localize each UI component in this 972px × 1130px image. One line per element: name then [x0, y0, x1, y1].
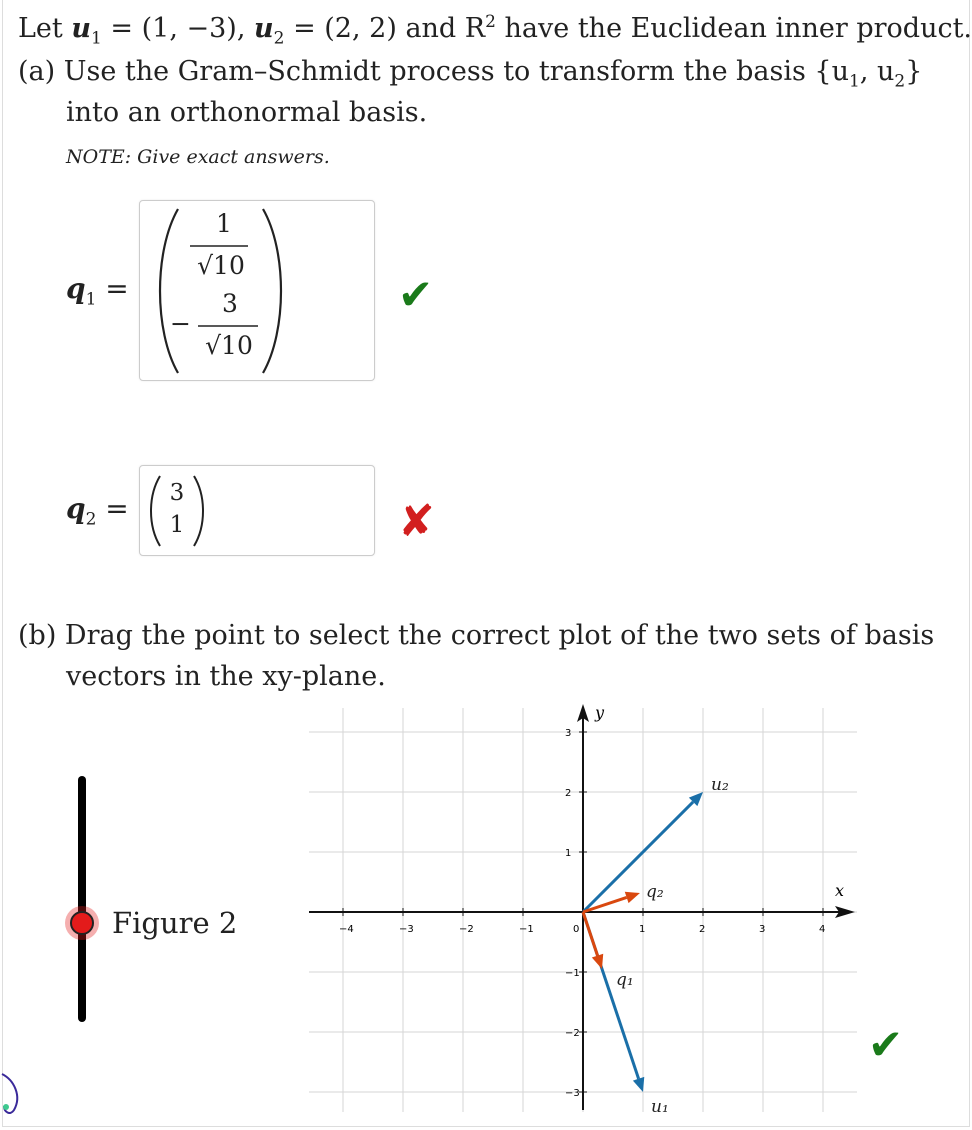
vector-q1 — [583, 912, 598, 956]
u2-definition: = (2, 2) and R — [293, 13, 486, 44]
intro-text: Let — [18, 13, 72, 44]
vector-u1-label: u₁ — [651, 1097, 669, 1117]
q2-bottom: 1 — [169, 512, 185, 538]
part-a-line2: into an orthonormal basis. — [66, 97, 428, 128]
plot-correct-check-icon: ✔ — [868, 1020, 904, 1069]
q2-label: $q_2$ = — [66, 492, 129, 530]
q2-incorrect-cross-icon: ✘ — [398, 496, 435, 547]
y-tick-label: −1 — [565, 968, 580, 979]
q1-num2: 3 — [222, 289, 238, 318]
q1-answer-box[interactable] — [139, 200, 375, 381]
figure-label: Figure 2 — [112, 906, 238, 940]
part-b-line2: vectors in the xy-plane. — [66, 661, 386, 692]
q1-den2: √10 — [205, 331, 253, 360]
x-tick-label: −1 — [519, 924, 534, 935]
intro-line: Let $u_1 = (1$, −3), $u_2 = (2$, 2) and $R^2$ have the Euclidean inner product. — [18, 12, 972, 49]
x-tick-label: −2 — [459, 924, 474, 935]
vector-q1-head — [592, 954, 603, 969]
x-tick-label: 1 — [639, 924, 646, 935]
y-tick-label: 3 — [565, 728, 572, 739]
y-tick-label: −2 — [565, 1028, 580, 1039]
vector-u2 — [583, 802, 693, 912]
y-axis-label: y — [595, 703, 605, 722]
q1-correct-check-icon: ✔ — [398, 270, 434, 319]
vector-q2-label: q₂ — [645, 882, 664, 903]
vector-q1-label: q₁ — [615, 969, 634, 990]
q2-answer-box[interactable] — [139, 465, 375, 556]
q1-num1: 1 — [216, 209, 232, 238]
q1-sign2: − — [170, 309, 191, 338]
y-tick-label: 2 — [565, 788, 572, 799]
vector-q2-head — [625, 892, 640, 903]
u2-symbol: u — [254, 13, 274, 44]
y-tick-label: 1 — [565, 848, 572, 859]
note-text: NOTE: Give exact answers. — [66, 146, 330, 168]
x-tick-label: −4 — [339, 924, 354, 935]
part-a-line1: (a) Use the Gram–Schmidt process to transform the basis {$u_1$, $u_2$} — [18, 56, 923, 92]
part-b-line1: (b) Drag the point to select the correct plot of the two sets of basis — [18, 620, 935, 651]
y-tick-label: −3 — [565, 1088, 580, 1099]
u1-definition: = (1, −3), — [110, 13, 246, 44]
x-tick-label: 3 — [759, 924, 766, 935]
vector-u1-head — [633, 1077, 644, 1092]
x-tick-label: 4 — [819, 924, 826, 935]
vector-u2-label: u₂ — [711, 775, 729, 795]
u1-symbol: u — [71, 13, 91, 44]
x-tick-label: 0 — [573, 924, 580, 935]
vector-plot — [305, 700, 865, 1120]
cursor-decoration-icon — [0, 1070, 30, 1120]
q1-label: $q_1$ = — [66, 272, 129, 310]
q2-top: 3 — [169, 480, 185, 506]
q1-den1: √10 — [197, 251, 245, 280]
figure-slider-handle[interactable] — [70, 911, 94, 935]
intro-text-end: have the Euclidean inner product. — [495, 13, 972, 44]
x-axis-label: x — [835, 881, 845, 900]
figure-slider-track[interactable] — [78, 776, 86, 1022]
x-tick-label: 2 — [699, 924, 706, 935]
x-tick-label: −3 — [399, 924, 414, 935]
